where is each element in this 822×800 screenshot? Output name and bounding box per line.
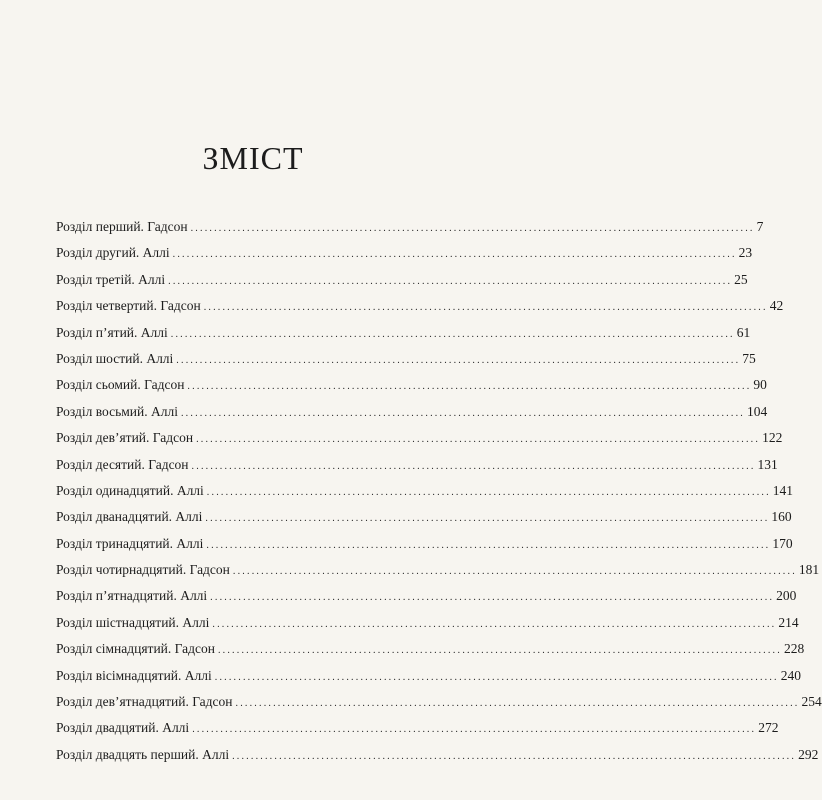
toc-entry-label: Розділ чотирнадцятий. Гадсон xyxy=(56,562,230,578)
toc-entry-label: Розділ четвертий. Гадсон xyxy=(56,298,201,314)
toc-entry-label: Розділ вісімнадцятий. Аллі xyxy=(56,667,212,683)
toc-entry-page: 75 xyxy=(742,350,756,366)
toc-entry-label: Розділ двадцятий. Аллі xyxy=(56,720,190,736)
leader-dots: ........................................................................................................................ xyxy=(196,434,761,446)
toc-entry-label: Розділ одинадцятий. Аллі xyxy=(56,482,204,498)
toc-entry-label: Розділ третій. Аллі xyxy=(56,271,166,287)
leader-dots: ........................................................................................................................ xyxy=(212,618,777,630)
leader-dots: ........................................................................................................................ xyxy=(210,592,775,604)
toc-entry-page: 200 xyxy=(776,588,797,604)
toc-entry xyxy=(56,425,783,451)
toc-entry xyxy=(56,240,753,266)
toc-entry-label: Розділ десятий. Гадсон xyxy=(56,456,189,472)
toc-entry xyxy=(56,742,819,768)
leader-dots: ........................................................................................................................ xyxy=(217,645,782,657)
toc-entry-page: 7 xyxy=(756,219,764,234)
toc-entry xyxy=(56,452,778,478)
toc-entry-page: 170 xyxy=(772,535,793,551)
toc-entry-label: Розділ сьомий. Гадсон xyxy=(56,377,185,393)
toc-entry-page: 42 xyxy=(769,298,784,314)
toc-entry-page: 23 xyxy=(738,245,753,261)
toc-entry xyxy=(56,636,805,662)
leader-dots: ........................................................................................................................ xyxy=(172,249,737,261)
leader-dots: ........................................................................................................................ xyxy=(235,698,800,710)
toc-entry-label: Розділ п’ятий. Аллі xyxy=(56,324,168,340)
toc-entry-page: 292 xyxy=(798,746,819,762)
leader-dots: ........................................................................................................................ xyxy=(191,460,756,472)
toc-entry-page: 214 xyxy=(778,614,799,630)
toc-entry-page: 122 xyxy=(762,430,783,446)
toc-entry xyxy=(56,557,820,583)
toc-entry-page: 181 xyxy=(798,562,820,578)
table-of-contents xyxy=(56,214,822,768)
leader-dots: ........................................................................................................................ xyxy=(192,724,757,736)
leader-dots: ........................................................................................................................ xyxy=(190,223,755,234)
toc-entry-page: 254 xyxy=(801,694,822,710)
toc-entry xyxy=(56,715,779,741)
toc-entry-label: Розділ шостий. Аллі xyxy=(56,350,174,366)
toc-entry-label: Розділ шістнадцятий. Аллі xyxy=(56,614,210,630)
toc-entry-label: Розділ сімнадцятий. Гадсон xyxy=(56,641,215,657)
toc-entry xyxy=(56,214,764,240)
leader-dots: ........................................................................................................................ xyxy=(203,302,768,314)
toc-entry xyxy=(56,293,784,319)
toc-entry xyxy=(56,267,748,293)
toc-entry-page: 228 xyxy=(783,641,805,657)
toc-entry-label: Розділ дев’ятий. Гадсон xyxy=(56,430,194,446)
toc-entry-page: 160 xyxy=(771,509,792,525)
toc-entry-label: Розділ дванадцятий. Аллі xyxy=(56,509,203,525)
toc-entry-page: 272 xyxy=(758,720,779,736)
toc-entry-label: Розділ другий. Аллі xyxy=(56,245,170,261)
toc-entry xyxy=(56,478,794,504)
toc-entry xyxy=(56,399,768,425)
leader-dots: ........................................................................................................................ xyxy=(168,275,733,287)
leader-dots: ........................................................................................................................ xyxy=(206,486,771,498)
toc-entry xyxy=(56,689,822,715)
leader-dots: ........................................................................................................................ xyxy=(232,566,797,578)
toc-entry xyxy=(56,663,801,689)
toc-entry-label: Розділ восьмий. Аллі xyxy=(56,403,178,419)
toc-entry xyxy=(56,583,797,609)
toc-entry-page: 141 xyxy=(772,482,794,498)
leader-dots: ........................................................................................................................ xyxy=(176,354,741,366)
toc-entry-label: Розділ дев’ятнадцятий. Гадсон xyxy=(56,694,233,710)
toc-entry-page: 61 xyxy=(736,324,751,340)
toc-entry xyxy=(56,610,799,636)
leader-dots: ........................................................................................................................ xyxy=(205,513,770,525)
toc-entry-page: 90 xyxy=(753,377,767,393)
toc-entry-label: Розділ тринадцятий. Аллі xyxy=(56,535,204,551)
leader-dots: ........................................................................................................................ xyxy=(180,407,745,419)
leader-dots: ........................................................................................................................ xyxy=(170,328,735,340)
toc-entry-label: Розділ перший. Гадсон xyxy=(56,219,188,234)
page-title: ЗМІСТ xyxy=(202,140,304,176)
leader-dots: ........................................................................................................................ xyxy=(232,750,797,762)
toc-entry-page: 131 xyxy=(757,456,778,472)
toc-entry xyxy=(56,372,767,398)
toc-entry xyxy=(56,320,751,346)
toc-entry-label: Розділ п’ятнадцятий. Аллі xyxy=(56,588,208,604)
toc-entry-page: 104 xyxy=(746,403,768,419)
toc-entry-label: Розділ двадцять перший. Аллі xyxy=(56,746,230,762)
leader-dots: ........................................................................................................................ xyxy=(187,381,752,393)
toc-entry xyxy=(56,346,756,372)
toc-entry-page: 240 xyxy=(780,667,801,683)
toc-entry-page: 25 xyxy=(734,271,748,287)
toc-entry xyxy=(56,531,793,557)
leader-dots: ........................................................................................................................ xyxy=(214,671,779,683)
toc-entry xyxy=(56,504,792,530)
leader-dots: ........................................................................................................................ xyxy=(206,539,771,551)
